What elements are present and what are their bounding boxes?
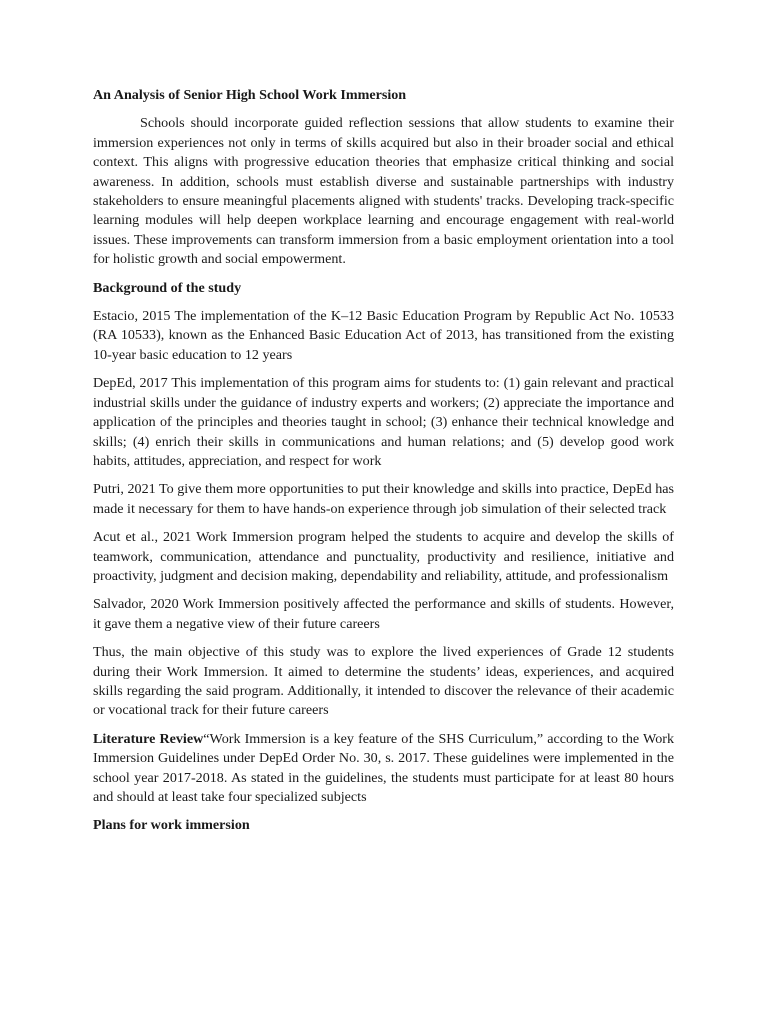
literature-review-text: “Work Immersion is a key feature of the SHS Curriculum,” according to the Work Immersion Guidelines under DepEd Order No. 30, s. 2017. These guidelines were implemented in the school year 2017-2018. As stated in the guidelines, the students must participate for at least 80 hours and should at least take four specialized subjects	[93, 730, 674, 805]
document-title: An Analysis of Senior High School Work Immersion	[93, 87, 407, 103]
plans-heading: Plans for work immersion	[93, 817, 250, 834]
background-paragraph-deped: DepEd, 2017 This implementation of this program aims for students to: (1) gain relevant and practical industrial skills under the guidance of industry experts and workers; (2) appreciate the importance and application of the principles and theories taught in school; (3) enhance their technical knowledge and skills; (4) enrich their skills in communications and human relations; and (5) develop good work habits, attitudes, appreciation, and respect for work	[93, 375, 674, 469]
study-objective-paragraph: Thus, the main objective of this study was to explore the lived experiences of Grade 12 students during their Work Immersion. It aimed to determine the students’ ideas, experiences, and acquired skills regarding the said program. Additionally, it intended to discover the relevance of their academic or vocational track for their future careers	[93, 644, 674, 719]
background-paragraph-acut: Acut et al., 2021 Work Immersion program helped the students to acquire and develop the skills of teamwork, communication, attendance and punctuality, productivity and resilience, initiative and proactivity, judgment and decision making, dependability and reliability, attitude, and professionalism	[93, 529, 674, 584]
background-paragraph-estacio: Estacio, 2015 The implementation of the K–12 Basic Education Program by Republic Act No. 10533 (RA 10533), known as the Enhanced Basic Education Act of 2013, has transitioned from the existing 10-year basic education to 12 years	[93, 308, 674, 363]
intro-paragraph: Schools should incorporate guided reflection sessions that allow students to examine their immersion experiences not only in terms of skills acquired but also in their broader social and ethical context. This aligns with progressive education theories that emphasize critical thinking and social awareness. In addition, schools must establish diverse and sustainable partnerships with industry stakeholders to ensure meaningful placements aligned with students' tracks. Developing track-specific learning modules will help deepen workplace learning and encourage engagement with real-world issues. These improvements can transform immersion from a basic employment orientation into a tool for holistic growth and social empowerment.	[93, 115, 674, 268]
background-paragraph-putri: Putri, 2021 To give them more opportunities to put their knowledge and skills into practice, DepEd has made it necessary for them to have hands-on experience through job simulation of their selected track	[93, 481, 674, 517]
background-paragraph-salvador: Salvador, 2020 Work Immersion positively affected the performance and skills of students. However, it gave them a negative view of their future careers	[93, 596, 674, 632]
literature-review-paragraph	[93, 730, 674, 808]
background-heading: Background of the study	[93, 279, 242, 296]
literature-review-label: Literature Review	[93, 730, 204, 747]
